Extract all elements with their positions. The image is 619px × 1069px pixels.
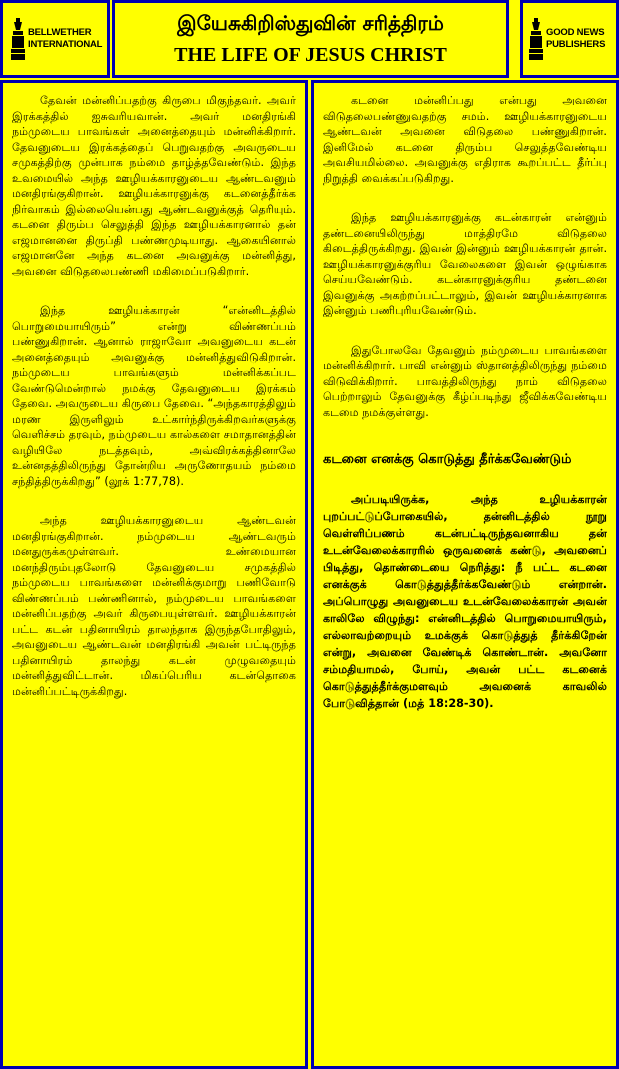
left-column [0,80,308,1069]
good-news-logo-icon [529,18,543,60]
good-news-logo-box [520,0,619,78]
scripture-quote: அப்படியிருக்க, அந்த உழியக்காரன் புறப்பட்டுப்போகையில், தன்னிடத்தில் நூறு வெள்ளிப்பணம் கடன்பட்டிருந்தவனாகிய தன் உடன்வேலைக்காரரில் ஒருவனைக் கண்டு, அவனைப் பிடித்து, தொண்டையை நெரித்து: நீ பட்ட கடனை எனக்குக் கொடுத்துத்தீர்க்கவேண்டும் என்றான். அப்பொழுது அவனுடைய உடன்வேலைக்காரன் அவன் காலிலே விழுந்து: என்னிடத்தில் பொறுமையாயிரும், எல்லாவற்றையும் உமக்குக் கொடுத்துத் தீர்க்கிறேன் என்று, அவனை வேண்டிக் கொண்டான். அவனோ சம்மதியாமல், போய், அவன் பட்ட கடனைக் கொடுத்துத்தீர்க்குமளவும் அவனைக் காவலில் போடுவித்தான் (மத் 18:28-30). [323,493,607,710]
right-paragraph-3: இதுபோலவே தேவனும் நம்முடைய பாவங்களை மன்னிக்கிறார். பாவி என்னும் ஸ்தானத்திலிருந்து நம்மை விடுவிக்கிறார். பாவத்திலிருந்து நாம் விடுதலை பெற்றாலும் தேவனுக்கு கீழ்ப்படிந்து ஜீவிக்கவேண்டிய கடமை நமக்குள்ளது. [323,343,607,419]
page-title-english: THE LIFE OF JESUS CHRIST [174,44,447,66]
title-box [112,0,509,78]
right-column [311,80,619,1069]
bellwether-logo-box [0,0,110,78]
good-news-logo-line2: PUBLISHERS [546,39,606,50]
right-paragraph-1: கடனை மன்னிப்பது என்பது அவனை விடுதலைபண்ணுவதற்கு சமம். ஊழியக்காரனுடைய ஆண்டவன் அவனை விடுதலை பண்ணுகிறான். இனிமேல் கடனை திரும்ப செலுத்தவேண்டிய அவசியமில்லை. அவனுக்கு எதிராக கூறப்பட்ட தீர்ப்பு நிறுத்தி வைக்கப்படுகிறது. [323,94,607,185]
left-paragraph-2: இந்த ஊழியக்காரன் “என்னிடத்தில் பொறுமையாயிரும்” என்று விண்ணப்பம் பண்ணுகிறான். ஆனால் ராஜாவோ அவனுடைய கடன் அனைத்தையும் அவனுக்கு மன்னித்துவிடுகிறான். நம்முடைய பாவங்களும் மன்னிக்கப்பட வேண்டுமென்றால் நமக்கு தேவனுடைய இரக்கம் தேவை. அவருடைய கிருபை தேவை. “அந்தகாரத்திலும் மரண இருளிலும் உட்கார்ந்திருக்கிறவர்களுக்கு வெளிச்சம் தரவும், நம்முடைய கால்களை சமாதானத்தின் வழியிலே நடத்தவும், அவ்விரக்கத்தினாலே உன்னதத்திலிருந்து தோன்றிய அருணோதயம் நம்மை சந்தித்திருக்கிறது” (லூக் 1:77,78). [12,304,296,488]
bellwether-logo-line2: INTERNATIONAL [28,39,103,50]
bellwether-logo-icon [11,18,25,60]
section-heading: கடனை எனக்கு கொடுத்து தீர்க்கவேண்டும் [323,452,572,467]
right-paragraph-2: இந்த ஊழியக்காரனுக்கு கடன்காரன் என்னும் தண்டனையிலிருந்து மாத்திரமே விடுதலை கிடைத்திருக்கிறது. இவன் இன்னும் ஊழியக்காரன் தான். ஊழியக்காரனுக்குரிய வேலைகளை இவன் ஒழுங்காக செய்யவேண்டும். கடன்காரனுக்குரிய தண்டனை இவனுக்கு அகற்றப்பட்டாலும், இவன் ஊழியக்காரனாக இன்னும் பணிபுரியவேண்டும். [323,211,607,317]
page-title-tamil: இயேசுகிறிஸ்துவின் சரித்திரம் [177,11,444,35]
left-paragraph-1: தேவன் மன்னிப்பதற்கு கிருபை மிகுந்தவர். அவர் இரக்கத்தில் ஐசுவரியவான். அவர் மனதிரங்கி நம்முடைய பாவங்கள் அனைத்தையும் மன்னிக்கிறார். தேவனுடைய இரக்கத்தைப் பெறுவதற்கு அவருடைய சமுகத்திற்கு முன்பாக நம்மை தாழ்த்தவேண்டும். இந்த உவமையில் அந்த ஊழியக்காரனுடைய ஆண்டவனும் மனதிரங்குகிறான். ஊழியக்காரனுக்கு கடனைத்தீர்க்க நிர்வாகம் இல்லையென்பது ஆண்டவனுக்குத் தெரியும். கடனை திரும்ப செலுத்தி இந்த ஊழியக்காரனால் தன் எஜமானனை திருப்தி பண்ணமுடியாது. ஆகையினால் எஜமானனே அந்த கடனை அவனுக்கு மன்னித்து, அவனை விடுதலைபண்ணி மகிமைப்படுகிறார். [12,94,296,278]
left-paragraph-3: அந்த ஊழியக்காரனுடைய ஆண்டவன் மனதிரங்குகிறான். நம்முடைய ஆண்டவரும் மனதுருக்கமுள்ளவர். உண்மையான மனந்திரும்புதலோடு தேவனுடைய சமுகத்தில் நம்முடைய பாவங்களை மன்னிக்குமாறு பணிவோடு விண்ணப்பம் பண்ணினால், நம்முடைய பாவங்களை மன்னிப்பதற்கு அவர் கிருபையுள்ளவர். ஊழியக்காரன் பட்ட கடன் பதினாயிரம் தாலந்தாக இருந்தபோதிலும், அவனுடைய ஆண்டவன் மனதிரங்கி அவன் பட்டிருந்த பதினாயிரம் தாலந்து கடன் முழுவதையும் மன்னித்துவிட்டான். மிகப்பெரிய கடன்தொகை மன்னிப்பட்டிருக்கிறது. [12,514,296,698]
good-news-logo-line1: GOOD NEWS [546,27,605,38]
bellwether-logo-line1: BELLWETHER [28,27,92,38]
